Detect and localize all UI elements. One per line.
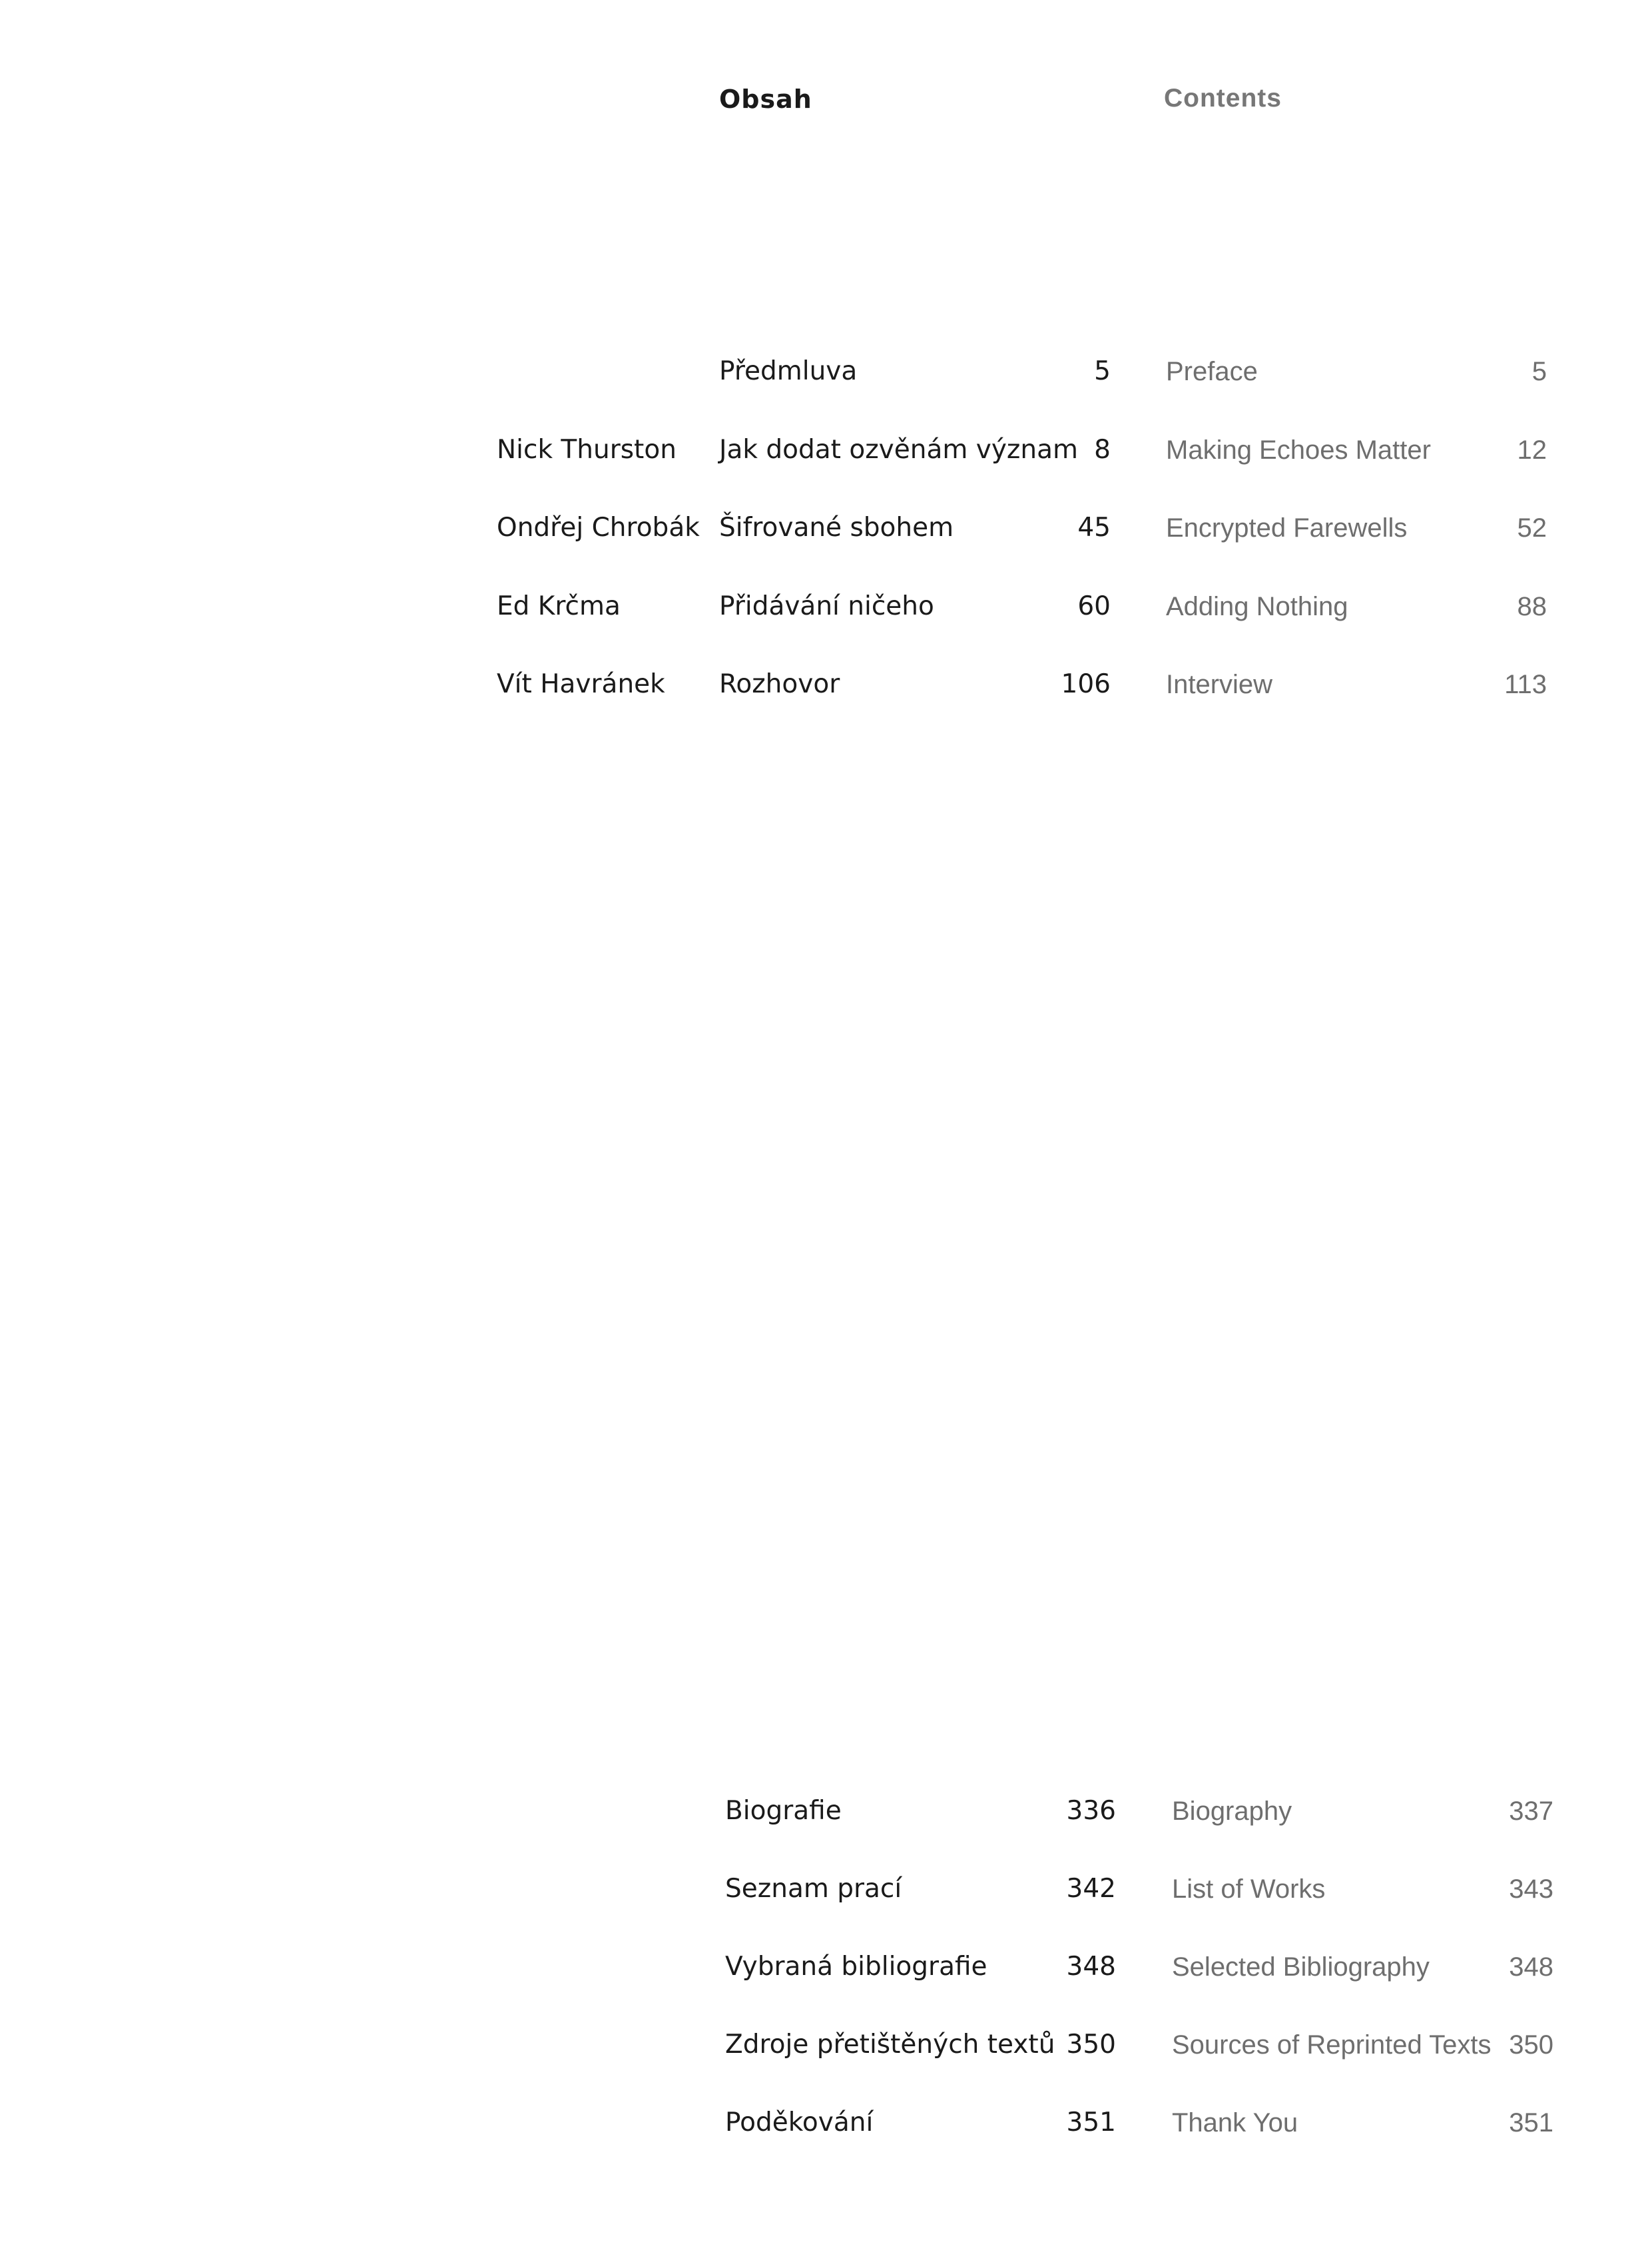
title-czech: Vybraná bibliografie	[725, 1952, 987, 1982]
page-number-czech: 348	[1066, 1952, 1116, 1982]
title-czech: Rozhovor	[719, 669, 840, 699]
page-number-czech: 60	[1077, 591, 1111, 621]
title-english: Thank You	[1172, 2108, 1298, 2137]
title-czech: Přidávání ničeho	[719, 591, 934, 621]
toc-row	[0, 515, 1652, 555]
page-number-english: 351	[1509, 2108, 1553, 2137]
page-number-czech: 336	[1066, 1796, 1116, 1826]
toc-row	[0, 2109, 1652, 2149]
title-czech: Seznam prací	[725, 1874, 902, 1904]
page-number-czech: 8	[1094, 435, 1111, 465]
heading-czech: Obsah	[719, 85, 812, 114]
title-czech: Zdroje přetištěných textů	[725, 2030, 1055, 2060]
page-number-czech: 350	[1066, 2030, 1116, 2060]
toc-row	[0, 671, 1652, 711]
page-number-english: 343	[1509, 1874, 1553, 1904]
title-english: Adding Nothing	[1166, 592, 1348, 621]
page-number-english: 88	[1517, 592, 1547, 621]
toc-row	[0, 1798, 1652, 1838]
author: Ed Krčma	[497, 591, 621, 621]
author: Vít Havránek	[497, 669, 665, 699]
author: Ondřej Chrobák	[497, 513, 700, 543]
page-number-czech: 351	[1066, 2107, 1116, 2137]
author: Nick Thurston	[497, 435, 677, 465]
title-english: Preface	[1166, 357, 1258, 386]
page-number-czech: 342	[1066, 1874, 1116, 1904]
title-english: Making Echoes Matter	[1166, 435, 1431, 465]
toc-row	[0, 358, 1652, 398]
title-english: Encrypted Farewells	[1166, 513, 1408, 543]
page-number-english: 348	[1509, 1952, 1553, 1982]
title-english: Interview	[1166, 670, 1273, 699]
page-number-english: 5	[1531, 357, 1547, 386]
toc-row	[0, 1876, 1652, 1916]
title-czech: Předmluva	[719, 356, 858, 386]
title-english: Selected Bibliography	[1172, 1952, 1430, 1982]
page-number-english: 337	[1509, 1797, 1553, 1826]
toc-row	[0, 437, 1652, 477]
page-number-english: 350	[1509, 2030, 1553, 2060]
title-english: Sources of Reprinted Texts	[1172, 2030, 1492, 2060]
toc-row	[0, 1954, 1652, 1994]
page-number-english: 113	[1504, 670, 1547, 699]
title-czech: Poděkování	[725, 2107, 874, 2137]
title-english: Biography	[1172, 1797, 1292, 1826]
page-number-english: 12	[1517, 435, 1547, 465]
heading-english: Contents	[1164, 84, 1282, 113]
toc-row	[0, 593, 1652, 633]
page-number-czech: 45	[1077, 513, 1111, 543]
toc-row	[0, 2032, 1652, 2072]
page-number-english: 52	[1517, 513, 1547, 543]
title-czech: Šifrované sbohem	[719, 513, 954, 543]
title-czech: Jak dodat ozvěnám význam	[719, 435, 1078, 465]
title-czech: Biografie	[725, 1796, 842, 1826]
page-number-czech: 5	[1094, 356, 1111, 386]
title-english: List of Works	[1172, 1874, 1326, 1904]
page-number-czech: 106	[1061, 669, 1111, 699]
